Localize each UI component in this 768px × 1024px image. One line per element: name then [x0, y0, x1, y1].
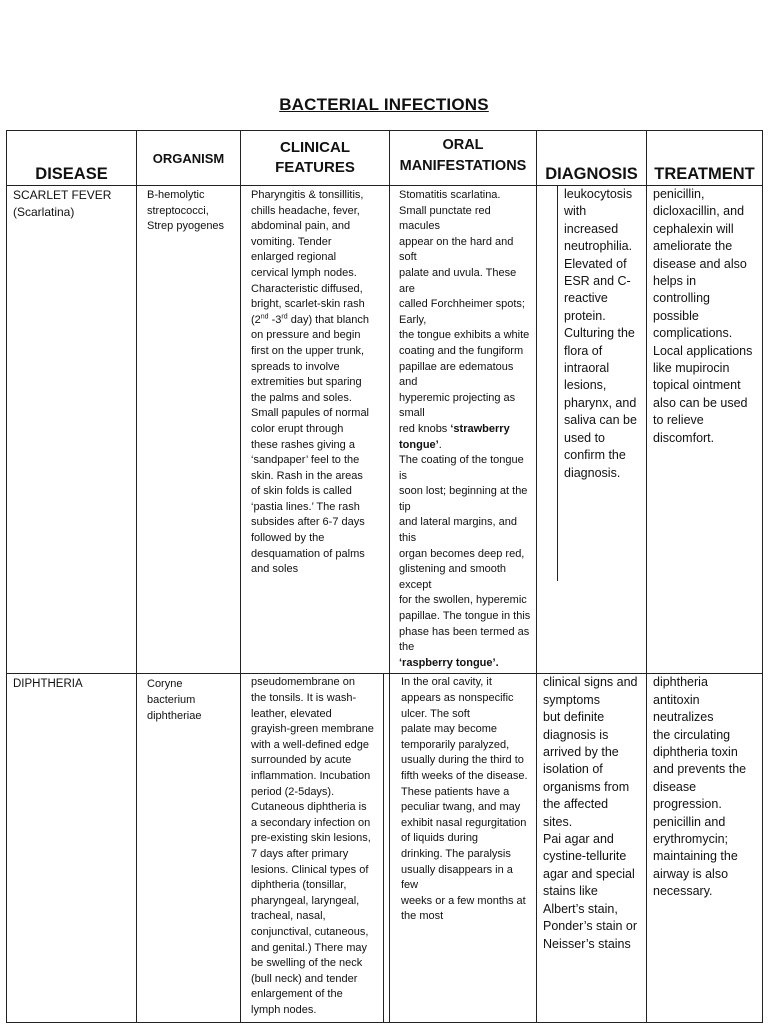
- table-row: [7, 186, 763, 674]
- document-title: BACTERIAL INFECTIONS: [279, 95, 489, 114]
- superscript-nd: nd: [260, 313, 269, 321]
- organism-text: Coryne bacterium diphtheriae: [147, 678, 202, 722]
- header-disease: DISEASE: [7, 131, 137, 186]
- clinical-features-part: Pharyngitis & tonsillitis, chills headache, fever, abdominal pain, and vomiting. Tender enlarged regional cervical lymph nodes. Characteristic diffused, bright, scarlet-skin rash (2: [251, 189, 365, 326]
- oral-inner-divider: [383, 674, 384, 1022]
- bacterial-infections-table: [6, 130, 763, 1023]
- clinical-features-part: -3: [268, 313, 282, 326]
- cell-diagnosis: [537, 186, 647, 674]
- oral-manifestations-text: [390, 186, 536, 673]
- diagnosis-text: clinical signs and symptoms but definite diagnosis is arrived by the isolation of organisms from the affected sites. Pai agar and cystine-tellurite agar and special stains like Albert’s stain, Ponder’s stain or Neisser’s stains: [543, 675, 638, 951]
- header-organism: ORGANISM: [137, 131, 241, 186]
- cell-disease: [7, 186, 137, 674]
- clinical-features-text: [241, 186, 389, 580]
- disease-name: SCARLET FEVER (Scarlatina): [13, 188, 112, 219]
- cell-disease: [7, 674, 137, 1023]
- clinical-features-text: pseudomembrane on the tonsils. It is wash- leather, elevated grayish-green membrane with a well-defined edge surrounded by acute inflammation. Incubation period (2-5days). Cutaneous diphtheria is a secondary infection on pre-existing skin lesions, 7 days after primary lesions. Clinical types of diphtheria (tonsillar, pharyngeal, laryngeal, tracheal, nasal, conjunctival, cutaneous, and genital.) There may be swelling of the neck (bull neck) and tender enlargement of the lymph nodes.: [251, 676, 374, 1016]
- cell-oral-manifestations: [390, 674, 537, 1023]
- diagnosis-inner-divider: [557, 186, 558, 581]
- diagnosis-text: leukocytosis with increased neutrophilia. Elevated of ESR and C- reactive protein. Culturing the flora of intraoral lesions, pharynx, and saliva can be used to confirm the diagnosis.: [564, 187, 637, 480]
- table-header-row: [7, 131, 763, 186]
- disease-name: DIPHTHERIA: [13, 678, 83, 691]
- cell-organism: [137, 186, 241, 674]
- header-clinical-features: CLINICAL FEATURES: [241, 131, 390, 186]
- cell-treatment: [647, 674, 763, 1023]
- header-treatment: TREATMENT: [647, 131, 763, 186]
- oral-text-part: Stomatitis scarlatina. Small punctate red macules appear on the hard and soft palate and uvula. These are called Forchheimer spots; Early, the tongue exhibits a white coating and the fungiform papillae are edematous and hyperemic projecting as small red knobs: [399, 189, 530, 435]
- cell-diagnosis: [537, 674, 647, 1023]
- organism-text: B-hemolytic streptococci, Strep pyogenes: [147, 189, 225, 233]
- header-diagnosis: DIAGNOSIS: [537, 131, 647, 186]
- oral-manifestations-text: In the oral cavity, it appears as nonspecific ulcer. The soft palate may become temporarily paralyzed, usually during the third to fifth weeks of the disease. These patients have a peculiar twang, and may exhibit nasal regurgitation of liquids during drinking. The paralysis usually disappears in a few weeks or a few months at the most: [401, 676, 528, 923]
- table-row: [7, 674, 763, 1023]
- cell-clinical-features: [241, 186, 390, 674]
- raspberry-tongue-term: ‘raspberry tongue’.: [399, 656, 499, 669]
- treatment-text: penicillin, dicloxacillin, and cephalexin will ameliorate the disease and also helps in controlling possible complications. Local applications like mupirocin topical ointment also can be used to relieve discomfort.: [653, 187, 753, 445]
- cell-organism: [137, 674, 241, 1023]
- cell-treatment: [647, 186, 763, 674]
- cell-oral-manifestations: [390, 186, 537, 674]
- header-oral-manifestations: ORAL MANIFESTATIONS: [390, 131, 537, 186]
- strawberry-tongue-term: ‘strawberry tongue’: [399, 422, 510, 451]
- oral-text-part: . The coating of the tongue is soon lost; beginning at the tip and lateral margins, and this organ becomes deep red, glistening and smooth except for the swollen, hyperemic papillae. The tongue in this phase has been termed as the: [399, 438, 531, 654]
- cell-clinical-features: [241, 674, 390, 1023]
- clinical-features-part: day) that blanch on pressure and begin first on the upper trunk, spreads to involve extremities but sparing the palms and soles. Small papules of normal color erupt through these rashes giving a ‘sandpaper’ feel to the skin. Rash in the areas of skin folds is called ‘pastia lines.’ The rash subsides after 6-7 days followed by the desquamation of palms and soles: [251, 313, 370, 576]
- superscript-rd: rd: [281, 313, 288, 321]
- treatment-text: diphtheria antitoxin neutralizes the circulating diphtheria toxin and prevents the disease progression. penicillin and erythromycin; maintaining the airway is also necessary.: [653, 675, 747, 899]
